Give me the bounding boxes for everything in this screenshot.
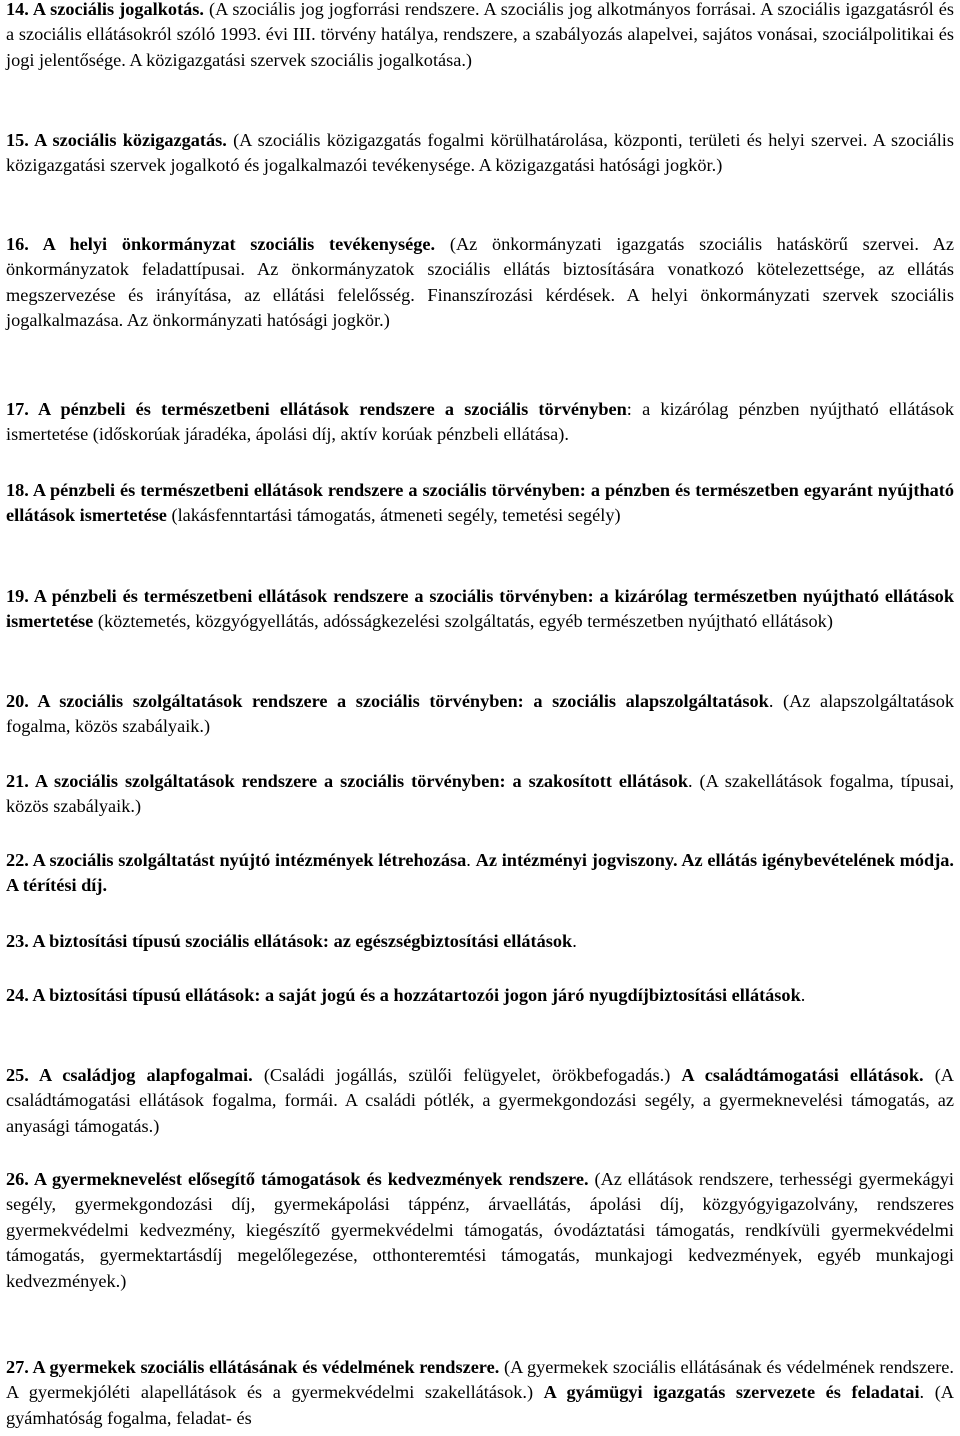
topic-21-heading: 21. A szociális szolgáltatások rendszere a szociális törvényben: a szakosított ellátások <box>6 771 688 791</box>
topic-22-subheading: Az intézményi jogviszony. Az ellátás igénybevételének módja. A térítési díj. <box>6 850 955 896</box>
topic-15 <box>6 128 954 179</box>
topic-18-heading: 18. A pénzbeli és természetbeni ellátások rendszere a szociális törvényben: a pénzben és természetben egyaránt nyújtható ellátások ismertetése <box>6 480 954 526</box>
topic-26 <box>6 1167 954 1294</box>
topic-19 <box>6 584 954 635</box>
topic-24-body: . <box>800 985 806 1005</box>
topic-20 <box>6 689 954 740</box>
topic-20-body: . (Az alapszolgáltatások fogalma, közös szabályaik.) <box>6 691 954 737</box>
topic-27-subheading: A gyámügyi igazgatás szervezete és feladatai <box>543 1382 920 1403</box>
topic-18 <box>6 478 954 529</box>
topic-20-heading: 20. A szociális szolgáltatások rendszere a szociális törvényben: a szociális alapszolgáltatások <box>6 691 769 711</box>
topic-19-body: (köztemetés, közgyógyellátás, adósságkezelési szolgáltatás, egyéb természetben nyújtható ellátások) <box>93 611 833 632</box>
topic-25-subheading: A családtámogatási ellátások. <box>681 1065 924 1085</box>
topic-25 <box>6 1063 954 1139</box>
topic-23-heading: 23. A biztosítási típusú szociális ellátások: az egészségbiztosítási ellátások <box>6 931 573 951</box>
topic-22-separator: . <box>466 850 476 870</box>
topic-25-subbody: (A családtámogatási ellátások fogalma, formái. A családi pótlék, a gyermekgondozási segély, a gyermeknevelési támogatás, az anyasági támogatás.) <box>6 1065 954 1136</box>
topic-27 <box>6 1355 954 1431</box>
topic-14-body: (A szociális jog jogforrási rendszere. A szociális jog alkotmányos forrásai. A szociális igazgatásról és a szociális ellátásokról szóló 1993. évi III. törvény hatálya, rendszere, a szabályozás alapelvei, sajátos vonásai, szociálpolitikai és jogi jelentősége. A közigazgatási szervek szociális jogalkotása.) <box>6 0 954 70</box>
topic-27-heading: 27. A gyermekek szociális ellátásának és védelmének rendszere. <box>6 1357 500 1377</box>
topic-15-body: (A szociális közigazgatás fogalmi körülhatárolása, központi, területi és helyi szervei. A szociális közigazgatási szervek jogalkotó és jogalkalmazói tevékenysége. A közigazgatási hatósági jogkör.) <box>6 130 955 176</box>
topic-22-heading: 22. A szociális szolgáltatást nyújtó intézmények létrehozása <box>6 850 467 870</box>
topic-17 <box>6 397 954 448</box>
topic-24 <box>6 983 954 1008</box>
topic-22 <box>6 848 954 899</box>
topic-17-body: : a kizárólag pénzben nyújtható ellátások ismertetése (időskorúak járadéka, ápolási díj, aktív korúak pénzbeli ellátása). <box>6 399 954 445</box>
topic-16-body: (Az önkormányzati igazgatás szociális hatáskörű szervei. Az önkormányzatok feladattípusai. Az önkormányzatok szociális ellátás biztosítására vonatkozó kötelezettsége, az ellátás megszervezése és irányítása, az ellátási felelősség. Finanszírozási kérdések. A helyi önkormányzati szervek szociális jogalkalmazása. Az önkormányzati hatósági jogkör.) <box>6 234 954 331</box>
topic-19-heading: 19. A pénzbeli és természetbeni ellátások rendszere a szociális törvényben: a kizárólag természetben nyújtható ellátások ismertetése <box>6 586 954 632</box>
topic-26-body: (Az ellátások rendszere, terhességi gyermekágyi segély, gyermekgondozási díj, gyermekápolási táppénz, árvaellátás, ápolási díj, közgyógyigazolvány, rendszeres gyermekvédelmi kedvezmény, kiegészítő gyermekvédelmi támogatás, óvodáztatási támogatás, rendkívüli gyermekvédelmi támogatás, gyermektartásdíj megelőlegezése, otthonteremtési támogatás, munkajogi kedvezmények, egyéb munkajogi kedvezmények.) <box>6 1169 954 1291</box>
topic-14-heading: 14. A szociális jogalkotás. <box>6 0 204 19</box>
topic-26-heading: 26. A gyermeknevelést elősegítő támogatások és kedvezmények rendszere. <box>6 1169 589 1189</box>
topic-23-body: . <box>572 931 577 951</box>
topic-25-body: (Családi jogállás, szülői felügyelet, örökbefogadás.) <box>252 1065 682 1085</box>
topic-14 <box>6 0 954 73</box>
topic-18-body: (lakásfenntartási támogatás, átmeneti segély, temetési segély) <box>166 505 621 526</box>
topic-27-body: (A gyermekek szociális ellátásának és védelmének rendszere. A gyermekjóléti alapellátások és a gyermekvédelmi szakellátások.) <box>6 1357 954 1403</box>
topic-16 <box>6 232 954 334</box>
topic-21-body: . (A szakellátások fogalma, típusai, közös szabályaik.) <box>6 771 954 817</box>
topic-17-heading: 17. A pénzbeli és természetbeni ellátások rendszere a szociális törvényben <box>6 399 627 419</box>
topic-21 <box>6 769 954 820</box>
topic-25-heading: 25. A családjog alapfogalmai. <box>6 1065 253 1085</box>
topic-23 <box>6 929 954 954</box>
topic-27-subbody: . (A gyámhatóság fogalma, feladat- és <box>6 1382 954 1428</box>
topic-16-heading: 16. A helyi önkormányzat szociális tevékenysége. <box>6 234 436 254</box>
topic-24-heading: 24. A biztosítási típusú ellátások: a saját jogú és a hozzátartozói jogon járó nyugdíjbiztosítási ellátások <box>6 985 801 1005</box>
topic-15-heading: 15. A szociális közigazgatás. <box>6 130 227 150</box>
